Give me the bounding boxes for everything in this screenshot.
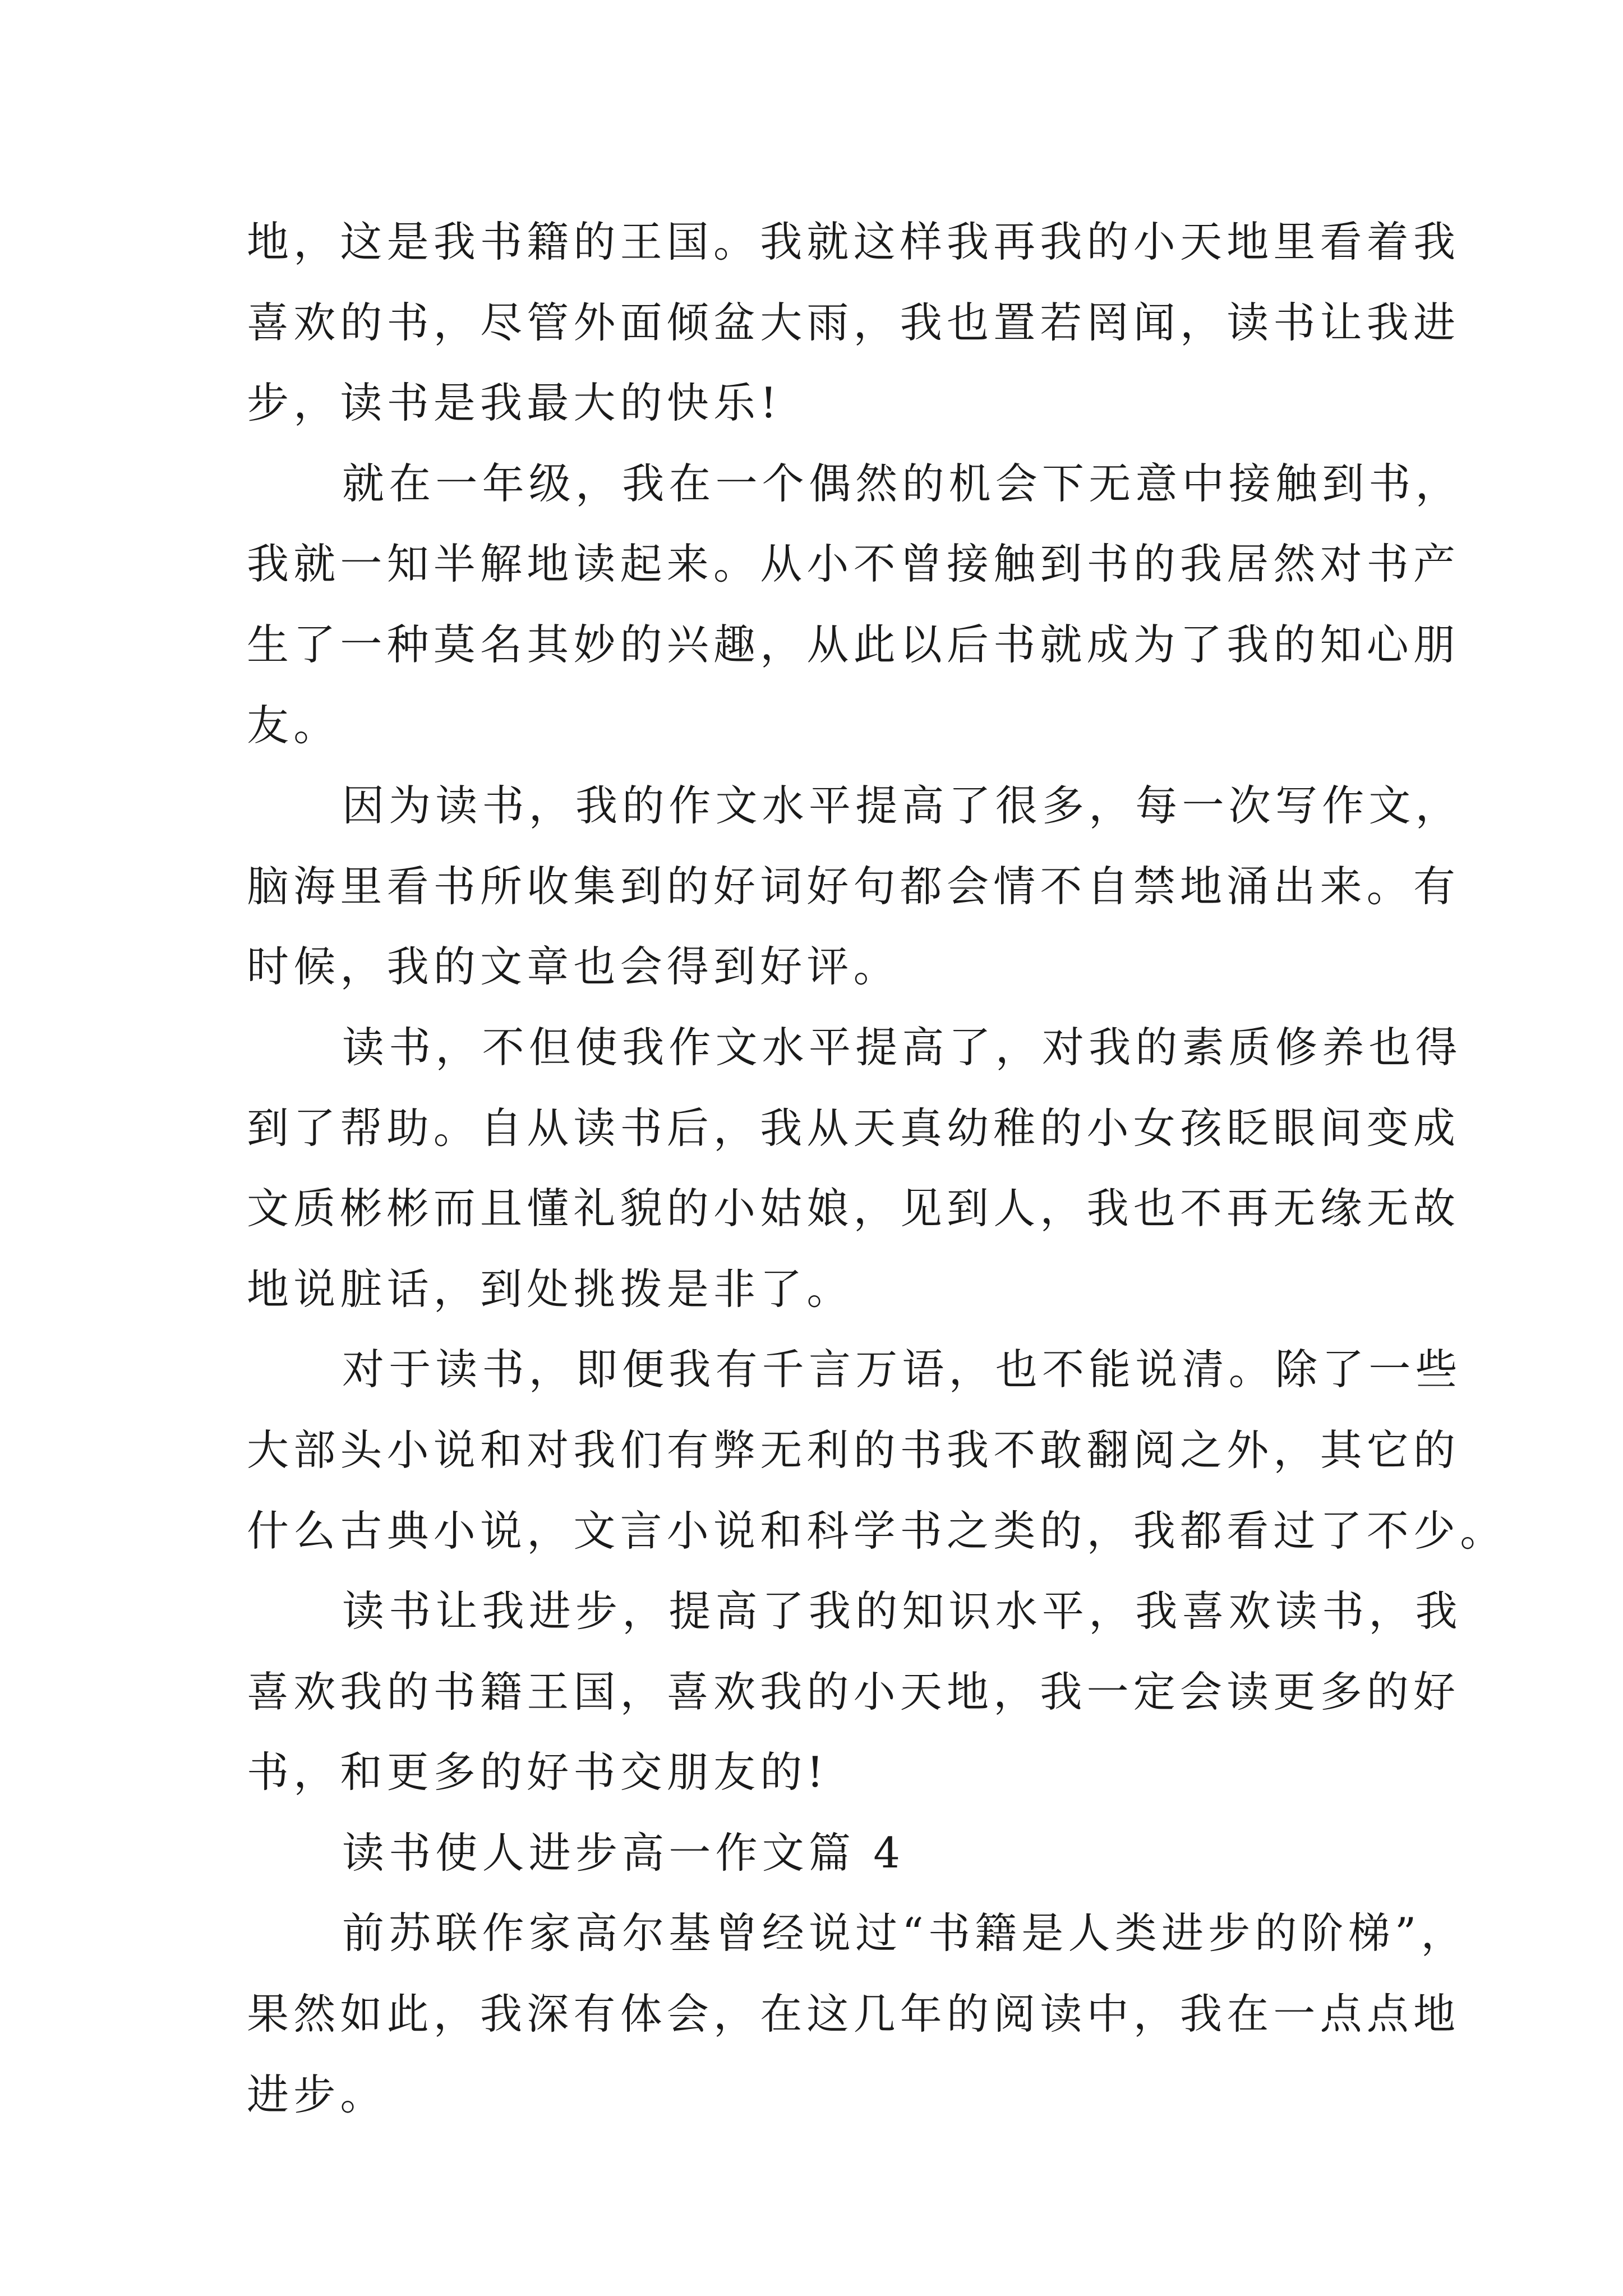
paragraph-first-line: 读书让我进步，提高了我的知识水平，我喜欢读书，我 (342, 1586, 1462, 1636)
text-line: 大部头小说和对我们有弊无利的书我不敢翻阅之外，其它的 (247, 1425, 1460, 1475)
paragraph-first-line: 前苏联作家高尔基曾经说过“书籍是人类进步的阶梯”， (342, 1908, 1468, 1958)
text-line: 进步。 (247, 2069, 387, 2119)
text-line: 喜欢的书，尽管外面倾盆大雨，我也置若罔闻，读书让我进 (247, 297, 1460, 347)
paragraph-first-line: 读书，不但使我作文水平提高了，对我的素质修养也得 (342, 1022, 1462, 1072)
paragraph-first-line: 对于读书，即便我有千言万语，也不能说清。除了一些 (342, 1345, 1462, 1395)
text-line: 书，和更多的好书交朋友的! (247, 1747, 828, 1797)
text-line: 到了帮助。自从读书后，我从天真幼稚的小女孩眨眼间变成 (247, 1103, 1460, 1153)
document-body (247, 202, 1507, 2135)
paragraph-first-line: 就在一年级，我在一个偶然的机会下无意中接触到书， (342, 458, 1462, 508)
text-line: 什么古典小说，文言小说和科学书之类的，我都看过了不少。 (247, 1506, 1507, 1556)
text-line: 果然如此，我深有体会，在这几年的阅读中，我在一点点地 (247, 1989, 1460, 2039)
text-line: 我就一知半解地读起来。从小不曾接触到书的我居然对书产 (247, 539, 1460, 589)
text-line: 时候，我的文章也会得到好评。 (247, 942, 900, 992)
text-line: 脑海里看书所收集到的好词好句都会情不自禁地涌出来。有 (247, 861, 1460, 911)
text-line: 文质彬彬而且懂礼貌的小姑娘，见到人，我也不再无缘无故 (247, 1184, 1460, 1234)
text-line: 地说脏话，到处挑拨是非了。 (247, 1264, 854, 1314)
text-line: 生了一种莫名其妙的兴趣，从此以后书就成为了我的知心朋 (247, 619, 1460, 669)
paragraph-first-line: 因为读书，我的作文水平提高了很多，每一次写作文， (342, 781, 1462, 831)
text-line: 地，这是我书籍的王国。我就这样我再我的小天地里看着我 (247, 217, 1460, 266)
text-line: 步，读书是我最大的快乐! (247, 378, 782, 428)
text-line: 友。 (247, 700, 340, 750)
section-heading: 读书使人进步高一作文篇 4 (342, 1828, 905, 1878)
text-line: 喜欢我的书籍王国，喜欢我的小天地，我一定会读更多的好 (247, 1667, 1460, 1717)
